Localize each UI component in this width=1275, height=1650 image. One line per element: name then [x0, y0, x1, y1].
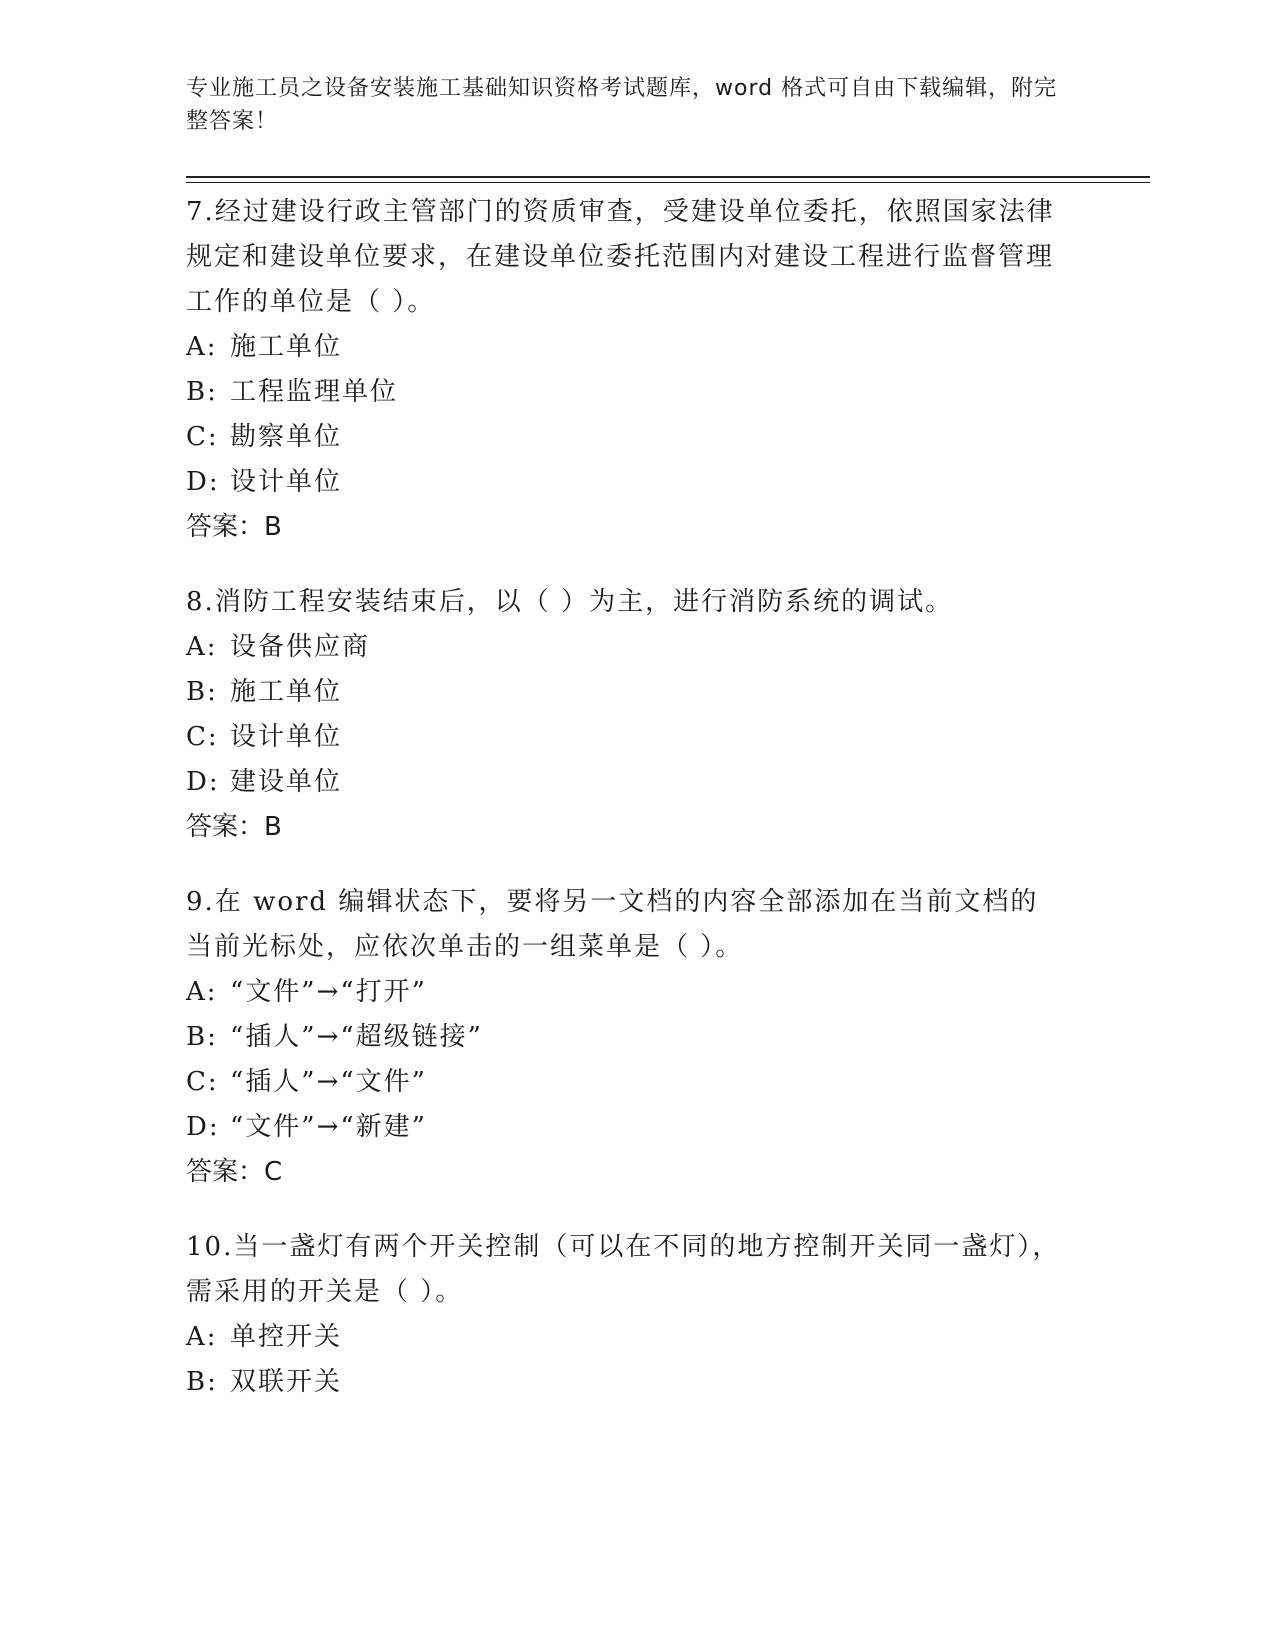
option-text: 勘察单位: [230, 422, 343, 452]
option-text: 工程监理单位: [230, 377, 399, 407]
option-letter: B:: [186, 1367, 218, 1397]
option-d: [186, 460, 1066, 505]
option-letter: D:: [186, 767, 220, 797]
option-text: 施工单位: [230, 332, 343, 362]
option-letter: C:: [186, 722, 219, 752]
option-text: 双联开关: [230, 1367, 343, 1397]
option-b: [186, 1015, 1066, 1060]
option-b: [186, 670, 1066, 715]
option-letter: A:: [186, 632, 218, 662]
option-text: 设备供应商: [230, 632, 371, 662]
question-9: [186, 880, 1066, 1195]
option-a: [186, 325, 1066, 370]
option-b: [186, 370, 1066, 415]
header-divider-thick: [186, 176, 1150, 178]
question-text: 10.当一盏灯有两个开关控制（可以在不同的地方控制开关同一盏灯），需采用的开关是（ ）。: [186, 1232, 1061, 1307]
option-letter: A:: [186, 977, 218, 1007]
option-d: [186, 1105, 1066, 1150]
option-letter: D:: [186, 467, 220, 497]
question-10: [186, 1225, 1066, 1405]
option-text: “文件”→“打开”: [230, 977, 427, 1007]
option-text: 单控开关: [230, 1322, 343, 1352]
option-text: 施工单位: [230, 677, 343, 707]
option-c: [186, 715, 1066, 760]
question-text: 7.经过建设行政主管部门的资质审查，受建设单位委托，依照国家法律规定和建设单位要求，在建设单位委托范围内对建设工程进行监督管理工作的单位是（ ）。: [186, 197, 1055, 317]
option-letter: C:: [186, 422, 219, 452]
option-text: “插人”→“文件”: [230, 1067, 427, 1097]
option-letter: A:: [186, 1322, 218, 1352]
document-header: 专业施工员之设备安装施工基础知识资格考试题库，word 格式可自由下载编辑，附完整答案！: [186, 76, 1058, 134]
question-text: 9.在 word 编辑状态下，要将另一文档的内容全部添加在当前文档的当前光标处，应依次单击的一组菜单是（ ）。: [186, 887, 1039, 962]
option-letter: A:: [186, 332, 218, 362]
question-text: 8.消防工程安装结束后，以（ ）为主，进行消防系统的调试。: [186, 587, 954, 617]
option-d: [186, 760, 1066, 805]
option-letter: B:: [186, 377, 218, 407]
option-letter: B:: [186, 677, 218, 707]
option-text: 设计单位: [230, 722, 343, 752]
option-a: [186, 1315, 1066, 1360]
option-c: [186, 415, 1066, 460]
option-letter: B:: [186, 1022, 218, 1052]
option-text: “插人”→“超级链接”: [230, 1022, 483, 1052]
option-a: [186, 970, 1066, 1015]
question-list: [186, 190, 1066, 1435]
option-c: [186, 1060, 1066, 1105]
option-letter: D:: [186, 1112, 220, 1142]
answer-line: 答案：B: [186, 512, 282, 542]
option-text: “文件”→“新建”: [230, 1112, 427, 1142]
option-text: 设计单位: [230, 467, 343, 497]
option-a: [186, 625, 1066, 670]
answer-line: 答案：C: [186, 1157, 283, 1187]
option-b: [186, 1360, 1066, 1405]
option-letter: C:: [186, 1067, 219, 1097]
header-divider-thin: [186, 182, 1150, 183]
answer-line: 答案：B: [186, 812, 282, 842]
question-8: [186, 580, 1066, 850]
option-text: 建设单位: [230, 767, 343, 797]
question-7: [186, 190, 1066, 550]
